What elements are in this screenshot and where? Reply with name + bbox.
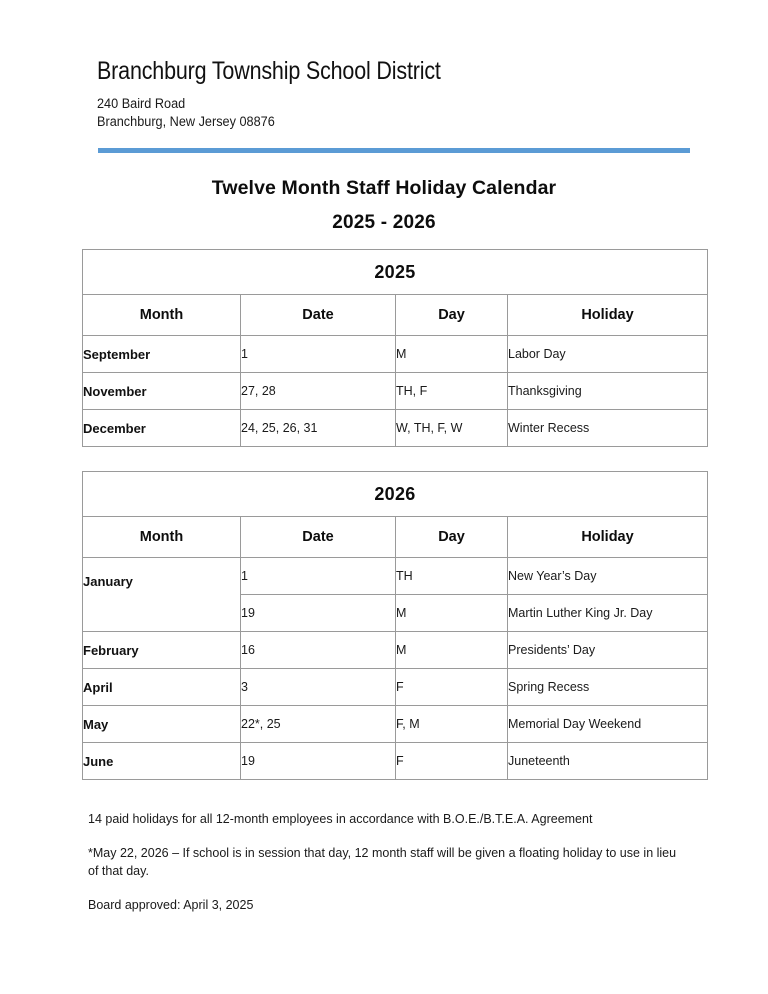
cell-date: 3	[241, 669, 396, 706]
table-row	[83, 669, 708, 706]
column-header-holiday: Holiday	[508, 517, 708, 558]
cell-holiday: Spring Recess	[508, 669, 708, 706]
cell-day: F, M	[396, 706, 508, 743]
address-block	[97, 95, 656, 131]
cell-day: W, TH, F, W	[396, 410, 508, 447]
cell-month: January	[83, 558, 241, 632]
cell-holiday: New Year’s Day	[508, 558, 708, 595]
cell-day: F	[396, 743, 508, 780]
cell-month: June	[83, 743, 241, 780]
cell-month: May	[83, 706, 241, 743]
table-year-row	[83, 472, 708, 517]
header-divider-rule	[98, 148, 690, 153]
cell-month: December	[83, 410, 241, 447]
cell-date: 27, 28	[241, 373, 396, 410]
column-header-day: Day	[396, 517, 508, 558]
cell-date: 16	[241, 632, 396, 669]
table-row	[83, 632, 708, 669]
table-year-label: 2025	[83, 250, 708, 295]
cell-holiday: Juneteenth	[508, 743, 708, 780]
column-header-day: Day	[396, 295, 508, 336]
cell-holiday: Labor Day	[508, 336, 708, 373]
address-line-1: 240 Baird Road	[97, 95, 186, 111]
cell-holiday: Thanksgiving	[508, 373, 708, 410]
table-row	[83, 336, 708, 373]
column-header-month: Month	[83, 295, 241, 336]
cell-month: November	[83, 373, 241, 410]
column-header-holiday: Holiday	[508, 295, 708, 336]
cell-date: 22*, 25	[241, 706, 396, 743]
cell-day: TH, F	[396, 373, 508, 410]
table-row	[83, 373, 708, 410]
cell-holiday: Presidents’ Day	[508, 632, 708, 669]
cell-day: M	[396, 632, 508, 669]
cell-holiday: Martin Luther King Jr. Day	[508, 595, 708, 632]
cell-date: 19	[241, 743, 396, 780]
page-title: Twelve Month Staff Holiday Calendar	[211, 177, 557, 199]
cell-date: 24, 25, 26, 31	[241, 410, 396, 447]
cell-day: M	[396, 595, 508, 632]
cell-date: 1	[241, 336, 396, 373]
footnote-paid-holidays: 14 paid holidays for all 12-month employees in accordance with B.O.E./B.T.E.A. Agreement	[88, 812, 593, 826]
table-year-label: 2026	[83, 472, 708, 517]
table-header-row	[83, 517, 708, 558]
table-header-row	[83, 295, 708, 336]
column-header-month: Month	[83, 517, 241, 558]
cell-day: M	[396, 336, 508, 373]
cell-day: TH	[396, 558, 508, 595]
organization-name: Branchburg Township School District	[97, 57, 441, 85]
address-line-2: Branchburg, New Jersey 08876	[97, 113, 275, 129]
cell-month: April	[83, 669, 241, 706]
footnote-may-asterisk: *May 22, 2026 – If school is in session that day, 12 month staff will be given a floating holiday to use in lieu of that day.	[88, 846, 677, 879]
table-year-row	[83, 250, 708, 295]
cell-date: 1	[241, 558, 396, 595]
holiday-table-2025	[82, 249, 708, 447]
footnote-board-approval: Board approved: April 3, 2025	[88, 898, 254, 913]
cell-holiday: Winter Recess	[508, 410, 708, 447]
table-row	[83, 743, 708, 780]
cell-date: 19	[241, 595, 396, 632]
table-row	[83, 706, 708, 743]
cell-month: September	[83, 336, 241, 373]
column-header-date: Date	[241, 517, 396, 558]
table-row	[83, 410, 708, 447]
footnotes	[88, 810, 688, 915]
cell-day: F	[396, 669, 508, 706]
page-subtitle: 2025 - 2026	[332, 212, 436, 233]
cell-month: February	[83, 632, 241, 669]
column-header-date: Date	[241, 295, 396, 336]
cell-holiday: Memorial Day Weekend	[508, 706, 708, 743]
table-row	[83, 558, 708, 595]
letterhead	[97, 58, 692, 131]
holiday-table-2026	[82, 471, 708, 780]
